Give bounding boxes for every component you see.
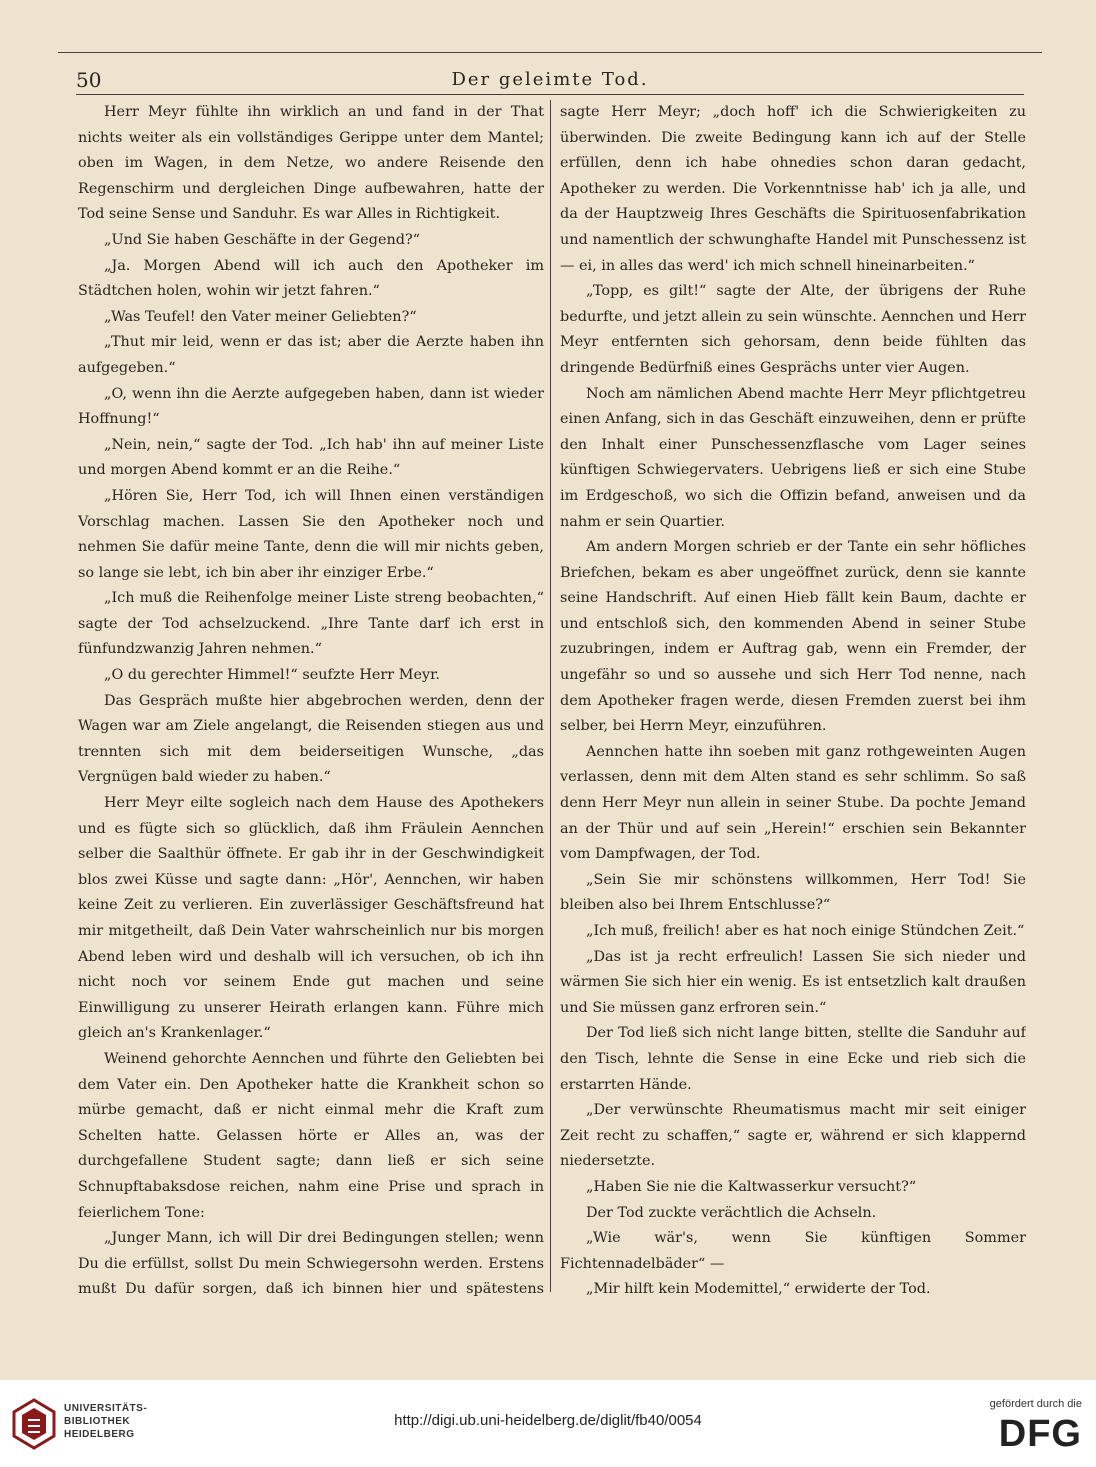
paragraph: Das Gespräch mußte hier abgebrochen werden, denn der Wagen war am Ziele angelangt, die Reisenden stiegen aus und trennten sich mit dem beiderseitigen Wunsche, „das Vergnügen bald wieder zu haben.“ — [78, 692, 544, 786]
funding-caption: gefördert durch die — [989, 1398, 1082, 1410]
paragraph: Noch am nämlichen Abend machte Herr Meyr pflichtgetreu einen Anfang, sich in das Geschäft einzuweihen, denn er prüfte den Inhalt einer Punschessenzflasche vom Lager seines künftigen Schwiegervaters. Uebrigens ließ er sich eine Stube im Erdgeschoß, wo sich die Offizin befand, anweisen und da nahm er sein Quartier. — [560, 385, 1026, 530]
left-column — [78, 100, 544, 1300]
viewer-footer — [0, 1380, 1096, 1467]
paragraph: „Ich muß die Reihenfolge meiner Liste streng beobachten,“ sagte der Tod achselzuckend. „Ihre Tante darf ich erst in fünfundzwanzig Jahren nehmen.“ — [78, 590, 544, 658]
library-line: BIBLIOTHEK — [64, 1416, 131, 1427]
paragraph: „Wie wär's, wenn Sie künftigen Sommer Fichtennadelbäder“ — — [560, 1230, 1026, 1272]
paragraph: „Was Teufel! den Vater meiner Geliebten?“ — [104, 308, 417, 325]
paragraph: „O, wenn ihn die Aerzte aufgegeben haben, dann ist wieder Hoffnung!“ — [78, 385, 544, 428]
paragraph: sagte Herr Meyr; „doch hoff' ich die Schwierigkeiten zu überwinden. Die zweite Bedingung kann ich auf der Stelle erfüllen, denn ich habe ohnedies schon daran gedacht, Apotheker zu werden. Die Vorkenntnisse hab' ich ja alle, und da der Hauptzweig Ihres Geschäfts die Spirituosenfabrikation und namentlich der schwunghafte Handel mit Punschessenz ist — ei, in alles das werd' ich mich schnell hineinarbeiten.“ — [560, 104, 1026, 274]
paragraph: „Sein Sie mir schönstens willkommen, Herr Tod! Sie bleiben also bei Ihrem Entschlusse?“ — [560, 871, 1026, 914]
paragraph: Am andern Morgen schrieb er der Tante ein sehr höfliches Briefchen, bekam es aber ungeöffnet zurück, denn sie kannte seine Handschrift. Auf einen Hieb fällt kein Baum, dachte er und entschloß sich, den kommenden Abend in seiner Stube zuzubringen, indem er Auftrag gab, wenn ein Fremder, der ungefähr so und so aussehe und sich Herr Tod nenne, nach dem Apotheker fragen werde, diesen Fremden zuerst bei ihm selber, bei Herrn Meyr, einzuführen. — [560, 539, 1026, 735]
paragraph: „Junger Mann, ich will Dir drei Bedingungen stellen; wenn Du die erfüllst, sollst Du mein Schwiegersohn werden. Erstens mußt Du dafür sorgen, daß ich binnen hier und spätestens — [78, 1230, 544, 1298]
paragraph: „Ja. Morgen Abend will ich auch den Apotheker im Städtchen holen, wohin wir jetzt fahren.“ — [78, 257, 544, 300]
column-divider — [550, 100, 551, 1292]
paragraph: „O du gerechter Himmel!“ seufzte Herr Meyr. — [104, 667, 440, 684]
library-line: HEIDELBERG — [64, 1429, 135, 1440]
right-column — [560, 100, 1026, 1300]
page-number: 50 — [76, 68, 102, 92]
paragraph: Herr Meyr fühlte ihn wirklich an und fand in der That nichts weiter als ein vollständiges Gerippe unter dem Mantel; oben im Wagen, in dem Netze, wo andere Reisende den Regenschirm und dergleichen Dinge aufbewahren, hatte der Tod seine Sense und Sanduhr. Es war Alles in Richtigkeit. — [78, 104, 544, 223]
page-header — [76, 64, 1024, 95]
paragraph: „Nein, nein,“ sagte der Tod. „Ich hab' ihn auf meiner Liste und morgen Abend kommt er an die Reihe.“ — [78, 436, 544, 479]
permalink[interactable]: http://digi.ub.uni-heidelberg.de/diglit/fb40/0054 — [394, 1412, 702, 1429]
dfg-logo: DFG — [998, 1413, 1082, 1455]
paragraph: „Hören Sie, Herr Tod, ich will Ihnen einen verständigen Vorschlag machen. Lassen Sie den Apotheker noch und nehmen Sie dafür meine Tante, denn die will mir nichts geben, so lange sie lebt, ich bin aber ihr einziger Erbe.“ — [78, 487, 544, 581]
paragraph: Aennchen hatte ihn soeben mit ganz rothgeweinten Augen verlassen, denn mit dem Alten stand es sehr schlimm. So saß denn Herr Meyr nun allein in seiner Stube. Da pochte Jemand an der Thür und auf sein „Herein!“ erschien sein Bekannter vom Dampfwagen, der Tod. — [560, 743, 1026, 863]
paragraph: „Thut mir leid, wenn er das ist; aber die Aerzte haben ihn aufgegeben.“ — [78, 334, 544, 376]
paragraph: Weinend gehorchte Aennchen und führte den Geliebten bei dem Vater ein. Den Apotheker hatte die Krankheit schon so mürbe gemacht, daß er nicht einmal mehr die Kraft zum Schelten hatte. Gelassen hörte er Alles an, was der durchgefallene Student sagte; dann ließ er sich seine Schnupftabaksdose reichen, nahm eine Prise und sprach in feierlichem Tone: — [78, 1050, 544, 1221]
paragraph: „Ich muß, freilich! aber es hat noch einige Stündchen Zeit.“ — [586, 923, 1025, 939]
paragraph: Der Tod ließ sich nicht lange bitten, stellte die Sanduhr auf den Tisch, lehnte die Sense in eine Ecke und rieb sich die erstarrten Hände. — [560, 1025, 1026, 1093]
paragraph: „Mir hilft kein Modemittel,“ erwiderte der Tod. — [586, 1281, 931, 1298]
paragraph: Der Tod zuckte verächtlich die Achseln. — [586, 1204, 877, 1221]
paragraph: „Der verwünschte Rheumatismus macht mir seit einiger Zeit recht zu schaffen,“ sagte er, während er sich klappernd niedersetzte. — [560, 1102, 1026, 1170]
paragraph: „Und Sie haben Geschäfte in der Gegend?“ — [104, 231, 421, 248]
paragraph: „Haben Sie nie die Kaltwasserkur versucht?“ — [586, 1178, 917, 1195]
paragraph: „Das ist ja recht erfreulich! Lassen Sie sich nieder und wärmen Sie sich hier ein wenig. Es ist entsetzlich kalt draußen und Sie müssen ganz erfroren sein.“ — [560, 948, 1026, 1016]
library-line: UNIVERSITÄTS- — [64, 1403, 148, 1414]
running-title: Der geleimte Tod. — [451, 69, 649, 90]
paragraph: Herr Meyr eilte sogleich nach dem Hause des Apothekers und es fügte sich so glücklich, daß ihm Fräulein Aennchen selber die Saalthür öffnete. Er gab ihr in der Geschwindigkeit blos zwei Küsse und sagte dann: „Hör', Aennchen, wir haben keine Zeit zu verlieren. Ein zuverlässiger Geschäftsfreund hat mir mitgetheilt, daß Dein Vater wahrscheinlich nur bis morgen Abend leben wird und deshalb will ich versuchen, ob ich ihn nicht noch vor seinem Ende gut machen und seine Einwilligung zu unserer Heirath erlangen kann. Führe mich gleich an's Krankenlager.“ — [78, 795, 544, 1042]
paragraph: „Topp, es gilt!“ sagte der Alte, der übrigens der Ruhe bedurfte, und jetzt allein zu sein wünschte. Aennchen und Herr Meyr entfernten sich gehorsam, denn beide fühlten das dringende Bedürfniß eines Gesprächs unter vier Augen. — [560, 283, 1026, 376]
